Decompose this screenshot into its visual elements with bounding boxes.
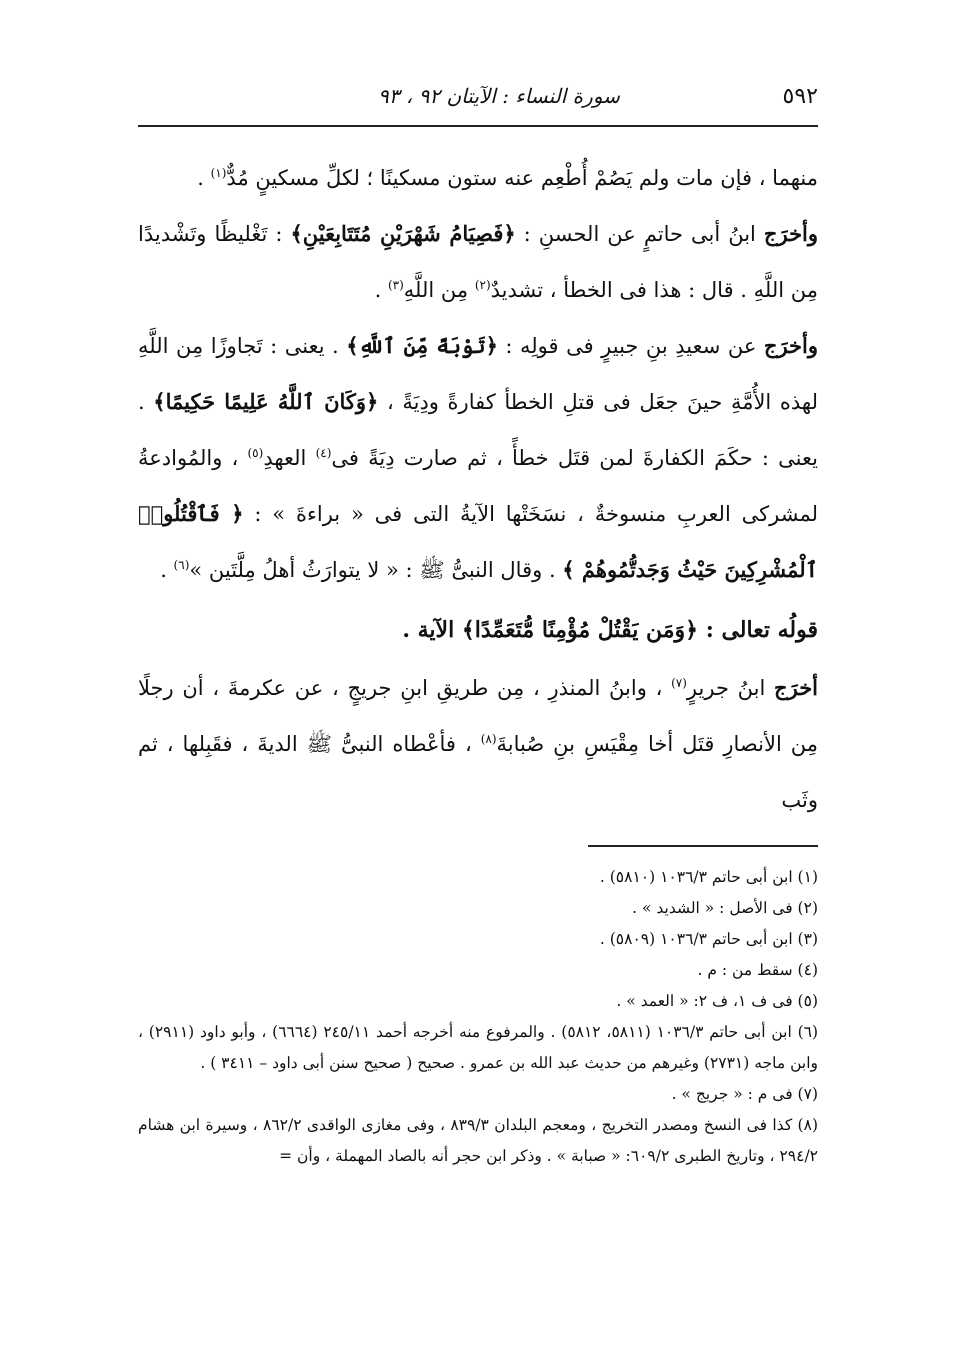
footnote-8: (٨) كذا فى النسخ ومصدر التخريج ، ومعجم البلدان ٨٣٩/٣ ، وفى مغازى الواقدى ٨٦٢/٢ ، وسيرة ابن هشام ٢٩٤/٢ ، وتاريخ الطبرى ٦٠٩/٢: « صبابة » . وذكر ابن حجر أنه بالصاد المهملة ، وأن = <box>138 1116 818 1165</box>
paragraph-text: ابنُ أبى حاتمٍ عن الحسنِ : <box>515 222 764 246</box>
paragraph-3 <box>138 318 818 598</box>
paragraph-text: العهدِ <box>263 446 316 470</box>
paragraph-text: ، والمُوادعةُ لمشركى العربِ منسوخةٌ ، نسَخَتْها الآيةُ التى فى « براءةَ » : <box>138 446 818 526</box>
footnote-7: (٧) فى م : « جريج » . <box>671 1085 818 1103</box>
footnote-ref-8[interactable]: (٨) <box>480 732 497 746</box>
paragraph-text: ، فأعْطاه النبىُّ ﷺ الديةَ ، فقَبِلها ، ثم وثَب <box>138 732 818 812</box>
paragraph-text: . يعنى : تَجاوزًا مِن اللَّهِ لهذه الأُمَّةِ حينَ جعَل فى قتلِ الخطأ كفارةً ودِيَةً ، <box>138 334 818 414</box>
paragraph-2 <box>138 206 818 318</box>
quran-verse: ﴿فَصِيَامُ شَهْرَيْنِ مُتَتَابِعَيْنِ﴾ <box>290 221 516 246</box>
main-text <box>138 150 818 828</box>
footnote-6: (٦) ابن أبى حاتم ١٠٣٦/٣ (٥٨١١، ٥٨١٢) . والمرفوع منه أخرجه أحمد ٢٤٥/١١ (٦٦٦٤) ، وأبو داود (٢٩١١) ، وابن ماجه (٢٧٣١) وغيرهم من حديث عبد الله بن عمرو . صحيح ( صحيح سنن أبى داود – ٣٤١١ ) . <box>138 1023 819 1072</box>
paragraph-text: عن سعيدِ بنِ جبيرٍ فى قولِه : <box>497 334 764 358</box>
paragraph-4 <box>138 660 818 828</box>
footnote-ref-6[interactable]: (٦) <box>173 558 190 572</box>
quran-verse: ﴿ فَٱقْتُلُوا۟ ٱلْمُشْرِكِينَ حَيْثُ وَجَدتُّمُوهُمْ ﴾ <box>138 501 818 582</box>
footnote-ref-7[interactable]: (٧) <box>671 676 687 690</box>
heading-lead: قولُه تعالى : <box>698 617 818 643</box>
footnote-3: (٣) ابن أبى حاتم ١٠٣٦/٣ (٥٨٠٩) . <box>599 930 818 948</box>
footnote-rule <box>588 845 818 847</box>
heading-tail: الآية . <box>402 617 462 643</box>
paragraph-text: . وقال النبىُّ ﷺ : « لا يتوارَثُ أهلُ مِلَّتَين » <box>189 558 563 582</box>
header-rule <box>138 125 818 127</box>
footnote-ref-4[interactable]: (٤) <box>315 446 332 460</box>
footnote-4: (٤) سقط من : م . <box>697 961 818 979</box>
running-title: سورة النساء : الآيتان ٩٢ ، ٩٣ <box>378 84 620 108</box>
footnote-1: (١) ابن أبى حاتم ١٠٣٦/٣ (٥٨١٠) . <box>599 868 818 886</box>
paragraph-1 <box>138 150 818 206</box>
paragraph-lead: وأخرَج <box>763 221 819 246</box>
paragraph-tail: . <box>197 166 211 190</box>
paragraph-text: ابنُ جريرٍ <box>686 676 775 700</box>
paragraph-lead: أخرَج <box>774 675 819 700</box>
quran-verse: ﴿وَكَانَ ٱللَّهُ عَلِيمًا حَكِيمًا﴾ <box>153 389 379 414</box>
footnote-ref-5[interactable]: (٥) <box>247 446 264 460</box>
paragraph-text: ، وابنُ المنذرِ ، مِن طريقِ ابنِ جريجٍ ، عن عكرمةَ ، أن رجلًا مِن الأنصارِ قتَل أخا مِقْيَسِ بنِ صُبابةَ <box>138 676 818 756</box>
page-number: ٥٩٢ <box>782 83 818 109</box>
page-header <box>138 78 818 114</box>
quran-verse: ﴿تَوْبَةً مِّنَ ٱللَّهِ﴾ <box>346 333 498 358</box>
paragraph-text: . يعنى : حكَمَ الكفارةَ لمن قتَل خطأً ، ثم صارت دِيَةً فى <box>138 390 818 470</box>
paragraph-text: منهما ، فإن مات ولم يَصُمْ أُطْعِم عنه ستون مسكينًا ؛ لكلِّ مسكينٍ مُدٌّ <box>226 166 818 190</box>
quran-verse: ﴿وَمَن يَقْتُلْ مُؤْمِنًا مُّتَعَمِّدًا﴾ <box>461 617 699 643</box>
paragraph-tail: . <box>374 278 388 302</box>
paragraph-tail: . <box>160 558 174 582</box>
paragraph-lead: وأخرَج <box>763 333 818 358</box>
footnotes <box>138 862 818 1172</box>
footnote-ref-3[interactable]: (٣) <box>387 278 404 292</box>
paragraph-text: : تَغْليظًا وتَشْديدًا مِن اللَّهِ . قال : هذا فى الخطأ ، تشديدٌ <box>138 222 818 302</box>
paragraph-text: مِن اللَّهِ <box>403 278 475 302</box>
footnote-ref-2[interactable]: (٢) <box>474 278 491 292</box>
footnote-ref-1[interactable]: (١) <box>210 166 227 180</box>
footnote-5: (٥) فى ف ١، ف ٢: « العمد » . <box>616 992 818 1010</box>
footnote-2: (٢) فى الأصل : « الشديد » . <box>632 899 818 917</box>
verse-heading <box>138 602 818 658</box>
